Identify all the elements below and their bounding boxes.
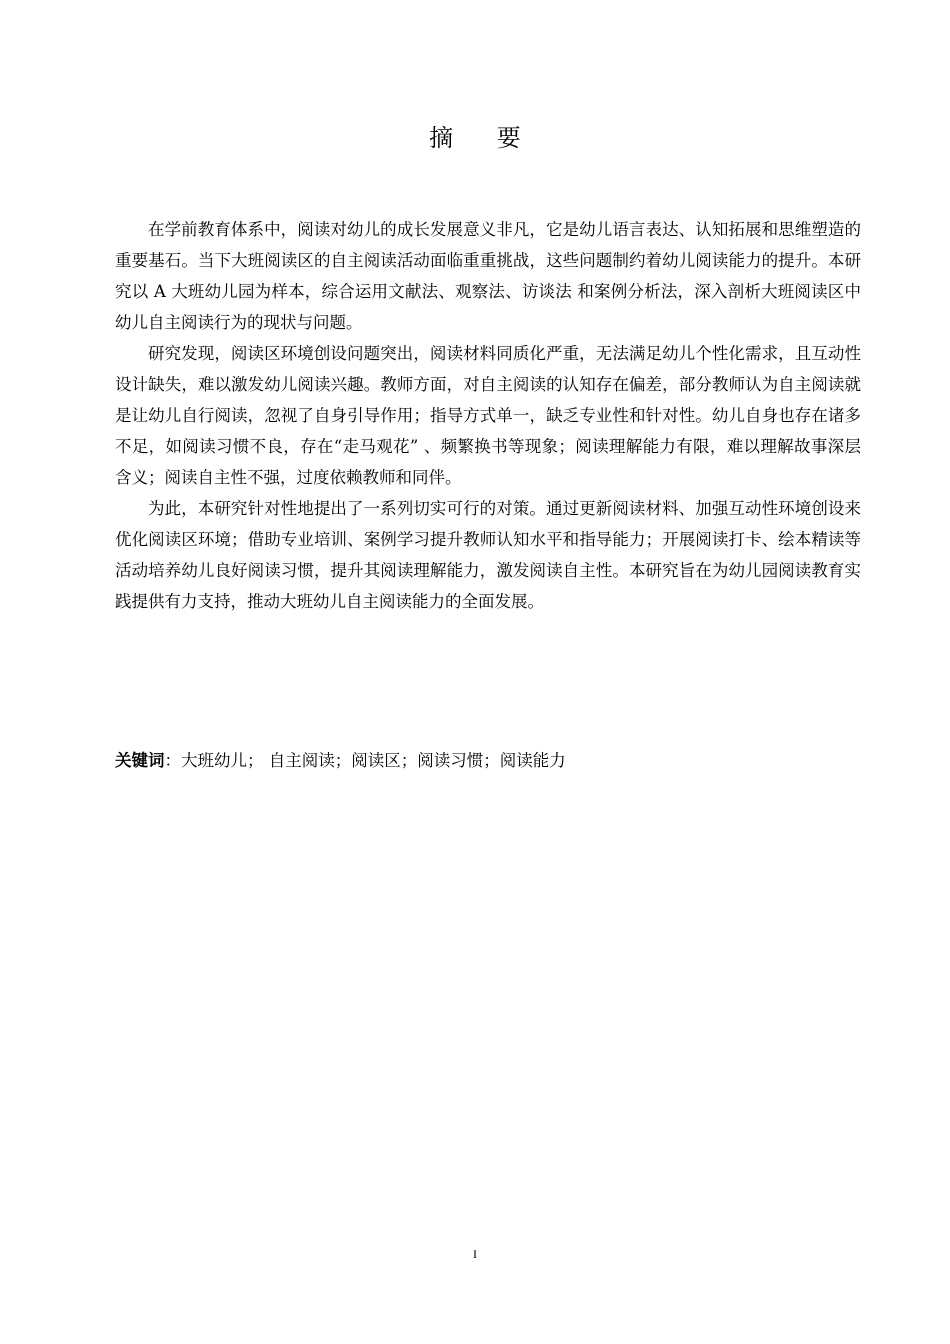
keywords-line	[115, 745, 861, 776]
keywords-label: 关键词	[115, 751, 165, 770]
abstract-paragraph-2: 研究发现，阅读区环境创设问题突出，阅读材料同质化严重，无法满足幼儿个性化需求，且互动性设计缺失，难以激发幼儿阅读兴趣。教师方面，对自主阅读的认知存在偏差，部分教师认为自主阅读就是让幼儿自行阅读，忽视了自身引导作用；指导方式单一，缺乏专业性和针对性。幼儿自身也存在诸多不足，如阅读习惯不良，存在“走马观花” 、频繁换书等现象；阅读理解能力有限，难以理解故事深层含义；阅读自主性不强，过度依赖教师和同伴。	[115, 344, 861, 487]
keywords-text: 大班幼儿； 自主阅读；阅读区；阅读习惯；阅读能力	[181, 751, 566, 770]
abstract-title: 摘 要	[429, 124, 539, 152]
abstract-paragraph-1: 在学前教育体系中，阅读对幼儿的成长发展意义非凡，它是幼儿语言表达、认知拓展和思维塑造的重要基石。当下大班阅读区的自主阅读活动面临重重挑战，这些问题制约着幼儿阅读能力的提升。本研究以 A 大班幼儿园为样本，综合运用文献法、观察法、访谈法 和案例分析法，深入剖析大班阅读区中幼儿自主阅读行为的现状与问题。	[115, 220, 861, 332]
abstract-body	[115, 214, 861, 617]
abstract-paragraph-3: 为此，本研究针对性地提出了一系列切实可行的对策。通过更新阅读材料、加强互动性环境创设来优化阅读区环境；借助专业培训、案例学习提升教师认知水平和指导能力；开展阅读打卡、绘本精读等活动培养幼儿良好阅读习惯，提升其阅读理解能力，激发阅读自主性。本研究旨在为幼儿园阅读教育实践提供有力支持，推动大班幼儿自主阅读能力的全面发展。	[115, 499, 861, 611]
keywords-separator: ：	[164, 751, 181, 770]
page-number: I	[473, 1247, 477, 1261]
